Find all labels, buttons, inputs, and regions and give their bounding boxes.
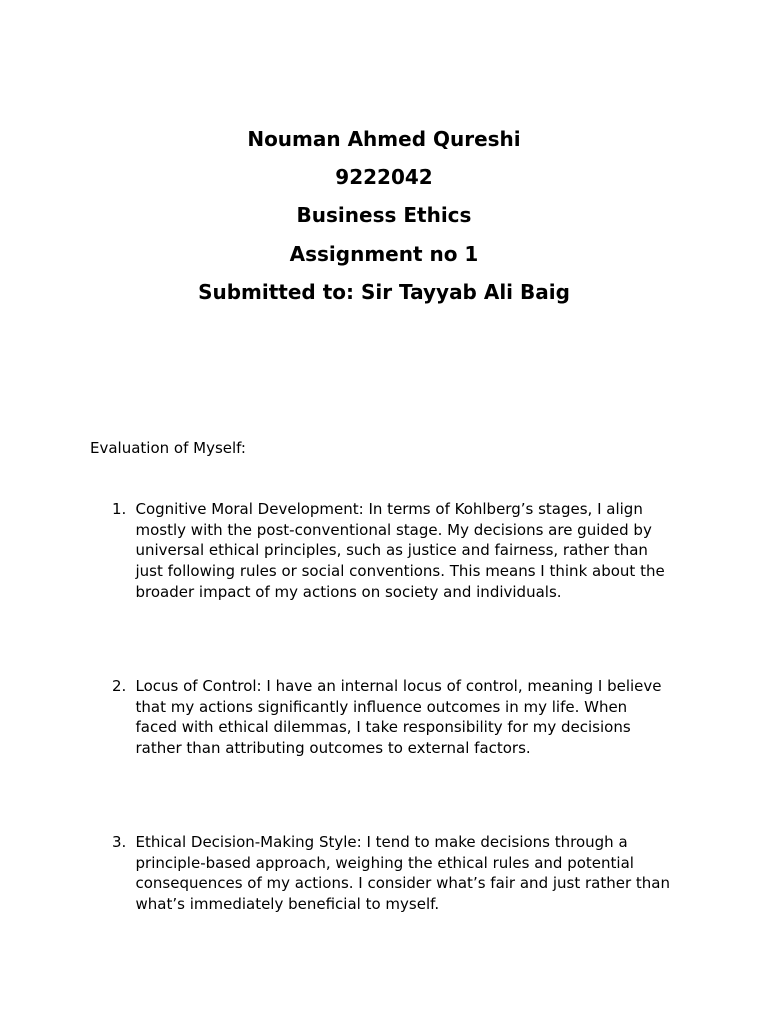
submitted-to: Submitted to: Sir Tayyab Ali Baig — [198, 279, 570, 304]
list-item-text: Cognitive Moral Development: In terms of Kohlberg’s stages, I align mostly with the post-conventional stage. My decisions are guided by universal ethical principles, such as justice and fairness, rather than just following rules or social conventions. This means I think about the broader impact of my actions on society and individuals. — [135, 500, 665, 601]
title-block — [0, 120, 768, 311]
assignment-title: Assignment no 1 — [289, 241, 479, 266]
list-item-text: Ethical Decision-Making Style: I tend to make decisions through a principle-based approach, weighing the ethical rules and potential consequences of my actions. I consider what’s fair and just rather than what’s immediately beneficial to myself. — [135, 833, 670, 914]
list-item-number: 1. — [112, 500, 127, 518]
section-heading: Evaluation of Myself: — [90, 439, 246, 457]
list-item-number: 3. — [112, 833, 127, 851]
course-title: Business Ethics — [296, 203, 472, 228]
list-item — [112, 499, 672, 603]
student-id: 9222042 — [335, 165, 433, 190]
list-item-number: 2. — [112, 677, 127, 695]
list-item-text: Locus of Control: I have an internal locus of control, meaning I believe that my actions significantly influence outcomes in my life. When faced with ethical dilemmas, I take responsibility for my decisions rather than attributing outcomes to external factors. — [135, 677, 662, 758]
list-item — [112, 676, 672, 759]
author-name: Nouman Ahmed Qureshi — [247, 127, 521, 151]
list-item — [112, 832, 672, 915]
